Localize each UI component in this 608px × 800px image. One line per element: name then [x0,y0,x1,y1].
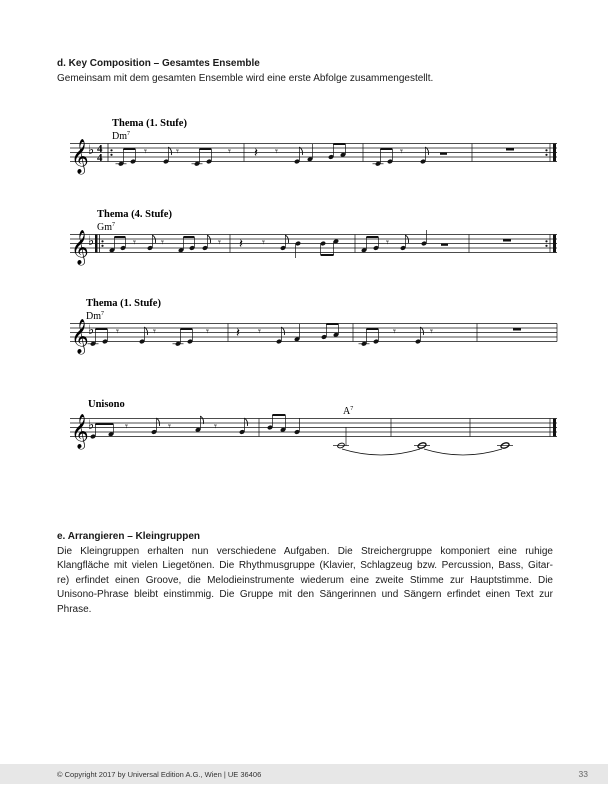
treble-clef-icon: 𝄞 [71,319,89,354]
svg-text:𝄽: 𝄽 [254,146,258,161]
svg-text:𝄾: 𝄾 [144,145,147,158]
svg-text:𝄾: 𝄾 [228,145,231,158]
svg-text:𝄾: 𝄾 [393,325,396,338]
system-label: Unisono [88,399,125,410]
notes [116,144,515,167]
page-number: 33 [578,769,588,779]
svg-text:𝄾: 𝄾 [125,420,128,433]
flat-icon: ♭ [88,234,95,249]
system-label: Thema (1. Stufe) [112,118,187,129]
svg-text:𝄾: 𝄾 [133,236,136,249]
page-footer [0,764,608,784]
system-label: Thema (1. Stufe) [86,298,161,309]
text-line: Phrase. [57,603,92,615]
chord-symbol: Dm$^7$ [86,311,104,322]
time-signature-top: 4 [97,143,103,155]
notes [90,415,513,455]
flat-icon: ♭ [88,143,95,158]
chord-symbol: Gm$^7$ [97,222,115,233]
text-line: Die Kleingruppen erhalten nun verschiedene Aufgaben. Die Streichergruppe komponiert eine ruhige [57,546,553,557]
chord-symbol: $A^7$ [343,406,354,417]
treble-clef-icon: 𝄞 [71,230,89,265]
svg-text:𝄾: 𝄾 [386,236,389,249]
text-line: re) erfindet einen Groove, die Melodieinstrumente wiederum eine zweite Stimme zur Hauptstimme. Die [57,574,553,586]
svg-text:𝄾: 𝄾 [400,145,403,158]
flat-icon: ♭ [88,418,95,433]
svg-text:𝄽: 𝄽 [236,326,240,341]
staff-system-4 [70,399,557,455]
staff-lines [70,324,557,342]
staff-lines [70,235,557,253]
svg-text:𝄾: 𝄾 [116,325,119,338]
text-line: Unisono-Phrase bleibt einstimmig. Die Gruppe mit den Sängerinnen und Sängern erfindet einen Text zur [57,589,553,601]
svg-text:𝄾: 𝄾 [430,325,433,338]
section-e-heading: e. Arrangieren – Kleingruppen [57,531,200,542]
treble-clef-icon: 𝄞 [71,414,89,449]
text-line: Klangfläche mit vielen Liegetönen. Die Rhythmusgruppe (Klavier, Schlagzeug bzw. Percussion, Bass, Gitar- [57,560,553,572]
copyright-text: © Copyright 2017 by Universal Edition A.G., Wien | UE 36406 [57,770,262,779]
svg-text:𝄾: 𝄾 [168,420,171,433]
flat-icon: ♭ [88,323,95,338]
treble-clef-icon: 𝄞 [71,139,89,174]
svg-text:𝄾: 𝄾 [176,145,179,158]
time-signature-bottom: 4 [97,152,103,164]
section-d-text: Gemeinsam mit dem gesamten Ensemble wird eine erste Abfolge zusammengestellt. [57,73,434,84]
svg-text:𝄾: 𝄾 [206,325,209,338]
system-label: Thema (4. Stufe) [97,209,172,220]
section-d-heading: d. Key Composition – Gesamtes Ensemble [57,58,260,69]
svg-text:𝄾: 𝄾 [161,236,164,249]
svg-text:𝄾: 𝄾 [258,325,261,338]
section-e-text [57,545,553,617]
svg-text:𝄾: 𝄾 [214,420,217,433]
svg-text:𝄾: 𝄾 [218,236,221,249]
notes [88,324,522,347]
staff-system-1 [70,118,557,175]
svg-text:𝄾: 𝄾 [275,145,278,158]
svg-text:𝄽: 𝄽 [239,237,243,252]
staff-lines [70,419,557,437]
staff-system-2 [70,209,557,266]
chord-symbol: Dm$^7$ [112,131,130,142]
svg-text:𝄾: 𝄾 [153,325,156,338]
staff-system-3 [70,298,557,355]
svg-text:𝄾: 𝄾 [262,236,265,249]
